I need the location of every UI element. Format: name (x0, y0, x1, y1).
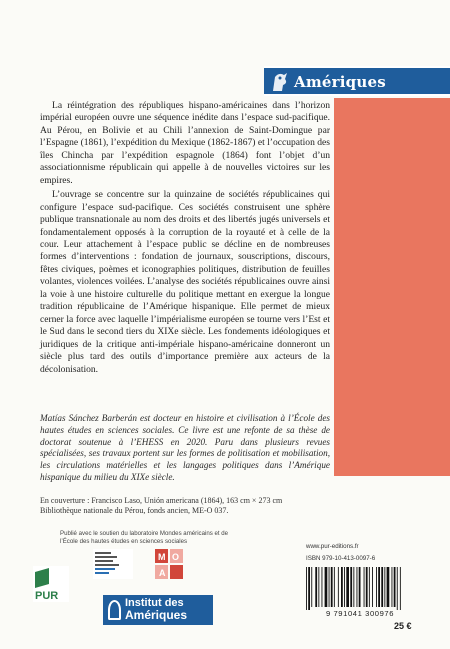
cover-credit-line-2: Bibliothèque nationale du Pérou, fonds ancien, ME-O 037. (40, 506, 229, 515)
support-note (60, 530, 260, 546)
institut-mark-icon (108, 600, 121, 620)
isbn: ISBN 979-10-413-0097-6 (306, 555, 376, 562)
support-line-1: Publié avec le soutien du laboratoire Mondes américains et de (60, 530, 229, 537)
svg-text:M: M (158, 552, 166, 562)
svg-text:O: O (172, 552, 180, 562)
barcode-number: 9 791041 300976 (325, 609, 395, 618)
series-logo (270, 69, 386, 95)
institut-line-1: Institut des (125, 597, 184, 609)
accent-panel (334, 98, 450, 476)
institut-line-2: Amériques (125, 608, 188, 622)
barcode (300, 567, 420, 610)
svg-text:A: A (159, 568, 166, 578)
author-bio: Matías Sánchez Barberán est docteur en histoire et civilisation à l’École des hautes études en sciences sociales. Ce livre est une refonte de sa thèse de doctorat soutenue à l’EHESS en 2020. Paru dans plusieurs revues spécialisées, ses travaux portent sur les formes de politisation et mobilisation, les circulations matérielles et les langages politiques dans l’Amérique hispanique du milieu du XIXe siècle. (40, 413, 330, 482)
svg-text:PUR: PUR (35, 590, 59, 602)
paragraph-2: L’ouvrage se concentre sur la quinzaine de sociétés républicaines qui configure l’espace sud-pacifique. Ces sociétés construisent une sphère publique transnationale au nom des droits et des libertés jugés universels et fondamentalement opposés à la corruption de la royauté et à celle de la cour. Leur attachement à l’espace public se décline en de nombreuses formes d’interventions : fondation de journaux, souscriptions, discours, fêtes civiques, poèmes et iconographies politiques, distribution de feuilles volantes, violences voilées. L’analyse des sociétés républicaines ouvre ainsi la voie à une histoire culturelle du politique mettant en exergue la longue tradition républicaine de l’Amérique hispanique. Elle permet de mieux cerner la force avec laquelle l’impérialisme européen se tourne vers l’Est et le Sud dans le second tiers du XIXe siècle. Les fondements idéologiques et juridiques de la critique anti-impériale hispano-américaine donneront un siècle plus tard des outils d’importance première aux acteurs de la décolonisation. (40, 189, 330, 375)
publisher-website[interactable]: www.pur-editions.fr (306, 543, 359, 550)
ehess-logo (93, 549, 133, 579)
cover-credit-line-1: En couverture : Francisco Laso, Unión americana (1864), 163 cm × 273 cm (40, 496, 283, 505)
support-line-2: l’École des hautes études en sciences sociales (60, 538, 188, 545)
moa-logo (155, 549, 183, 579)
pur-logo (33, 566, 69, 602)
institut-des-ameriques-logo (103, 595, 213, 625)
back-cover-text (40, 100, 330, 378)
paragraph-1: La réintégration des républiques hispano-américaines dans l’horizon impérial européen ouvre une séquence inédite dans l’espace sud-pacifique. Au Pérou, en Bolivie et au Chili l’annexion de Saint-Domingue par l’Espagne (1861), l’expédition du Mexique (1862-1867) et l’occupation des îles Chincha par l’expédition espagnole (1864) font l’objet d’un associationnisme républicain qui appelle à de nouvelles victoires sur les empires. (40, 100, 330, 186)
series-title: Amériques (294, 73, 386, 91)
price: 25 € (394, 621, 412, 631)
series-figure-icon (270, 71, 290, 93)
cover-credit (40, 496, 370, 516)
